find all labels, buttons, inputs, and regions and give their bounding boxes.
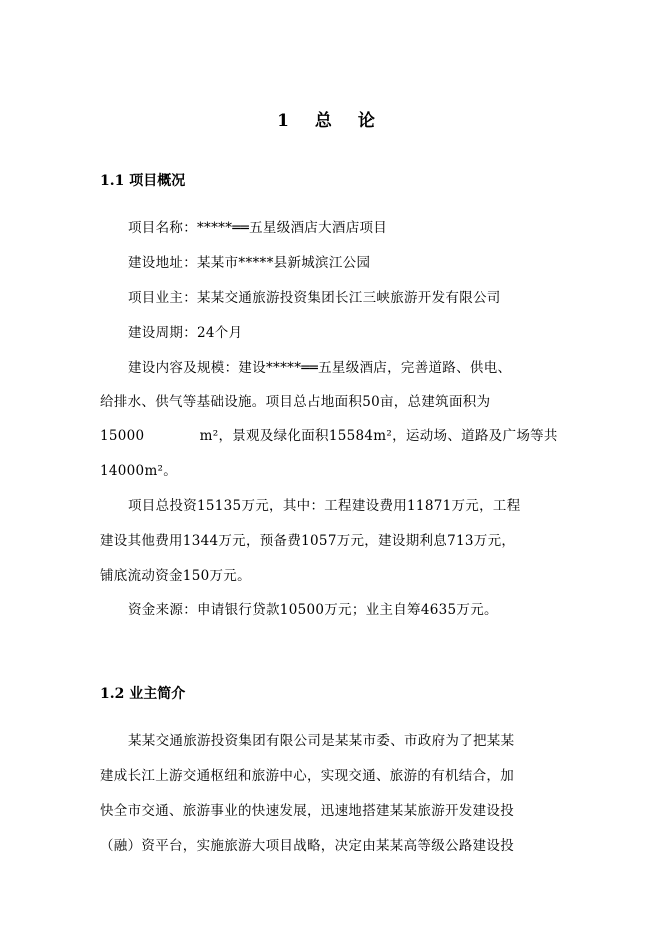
investment-line-3: 铺底流动资金150万元。	[100, 568, 251, 584]
scope-line-2: 给排水、供气等基础设施。项目总占地面积50亩，总建筑面积为	[100, 394, 491, 410]
scope-line-4: 14000m²。	[100, 463, 178, 479]
owner-profile-line-2: 建成长江上游交通枢纽和旅游中心，实现交通、旅游的有机结合，加	[100, 768, 514, 784]
section-title-owner-profile: 1.2 业主简介	[100, 686, 186, 702]
funding-source-line: 资金来源：申请银行贷款10500万元；业主自筹4635万元。	[128, 602, 498, 618]
chapter-title: 1 总 论	[277, 111, 385, 131]
owner-profile-line-4: （融）资平台，实施旅游大项目战略，决定由某某高等级公路建设投	[100, 838, 514, 854]
construction-period-line: 建设周期：24个月	[128, 325, 243, 341]
project-owner-line: 项目业主：某某交通旅游投资集团长江三峡旅游开发有限公司	[128, 290, 501, 306]
scope-line-3: 15000 m²，景观及绿化面积15584m²，运动场、道路及广场等共	[100, 428, 558, 444]
owner-profile-line-3: 快全市交通、旅游事业的快速发展，迅速地搭建某某旅游开发建设投	[100, 803, 514, 819]
project-address-line: 建设地址：某某市*****县新城滨江公园	[128, 255, 371, 271]
section-title-overview: 1.1 项目概况	[100, 173, 186, 189]
investment-line-2: 建设其他费用1344万元，预备费1057万元，建设期利息713万元，	[100, 533, 516, 549]
scope-line-1: 建设内容及规模：建设*****══五星级酒店，完善道路、供电、	[128, 360, 512, 376]
investment-line-1: 项目总投资15135万元，其中：工程建设费用11871万元，工程	[128, 498, 521, 514]
owner-profile-line-1: 某某交通旅游投资集团有限公司是某某市委、市政府为了把某某	[128, 733, 515, 749]
project-name-line: 项目名称：*****══五星级酒店大酒店项目	[128, 220, 388, 236]
